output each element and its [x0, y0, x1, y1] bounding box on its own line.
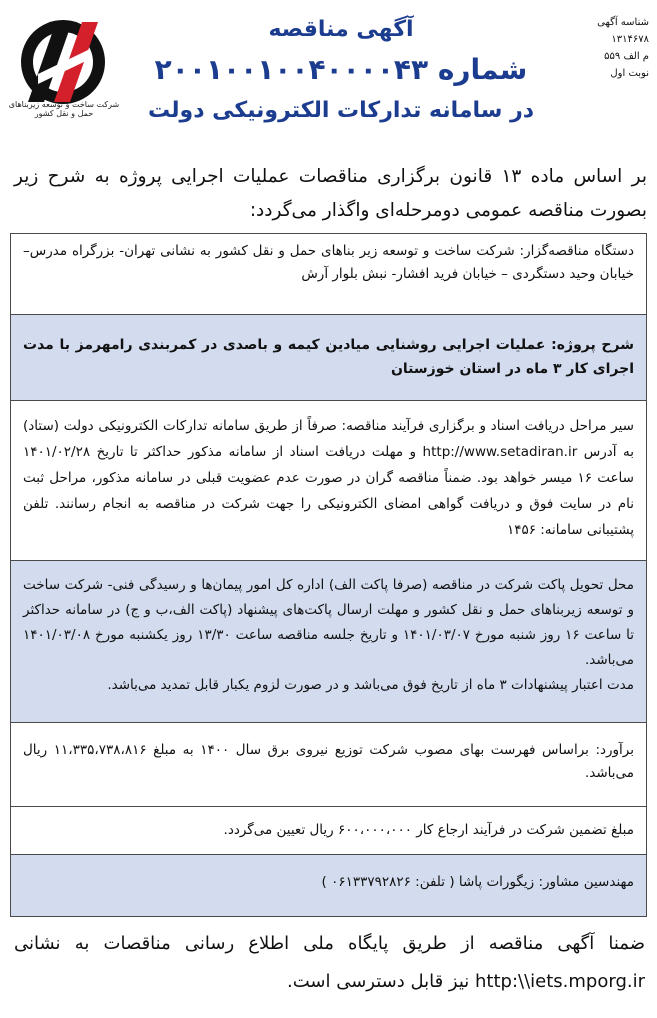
notice-sections [10, 233, 647, 917]
logo-icon [8, 14, 118, 114]
section-consultant [10, 855, 647, 917]
intro-paragraph: بر اساس ماده ۱۳ قانون برگزاری مناقصات عملیات اجرایی پروژه به شرح زیر بصورت مناقصه عمومی دومرحله‌ای واگذار می‌گردد: [14, 166, 647, 221]
logo-caption: شرکت ساخت و توسعه زیربناهای حمل و نقل کشور [8, 100, 120, 118]
iets-link[interactable]: http:\\iets.mporg.ir [475, 971, 645, 992]
notice-meta [559, 14, 649, 82]
process-text-b: و مهلت دریافت اسناد از سامانه مذکور حداکثر تا تاریخ ۱۴۰۱/۰۲/۲۸ ساعت ۱۶ میسر خواهد بود. ضمناً مناقصه گران در صورت عدم عضویت قبلی در سامانه مذکور، مراحل ثبت نام در سایت فوق و دریافت گواهی امضای الکترونیکی را جهت شرکت در مناقصه به انجام رسانند. تلفن پشتیبانی سامانه: ۱۴۵۶ [23, 444, 634, 538]
notice-id: شناسه آگهی ۱۳۱۴۶۷۸ [597, 17, 649, 45]
section-project [10, 315, 647, 401]
setad-link[interactable]: http://www.setadiran.ir [422, 444, 578, 460]
organizer-text: دستگاه مناقصه‌گزار: شرکت ساخت و توسعه زیر بناهای حمل و نقل کشور به نشانی تهران- بزرگراه مدرس– خیابان وحید دستگردی – خیابان فرید افشار- نبش بلوار آرش [23, 243, 634, 282]
section-guarantee [10, 807, 647, 855]
notice-title [125, 12, 557, 130]
section-delivery [10, 561, 647, 723]
estimate-text: برآورد: براساس فهرست بهای مصوب شرکت توزیع نیروی برق سال ۱۴۰۰ به مبلغ ۱۱،۳۳۵،۷۳۸،۸۱۶ ریال می‌باشد. [23, 742, 635, 781]
consultant-text: مهندسین مشاور: زیگورات پاشا ( تلفن: ۰۶۱۳۳۷۹۲۸۲۶ ) [321, 874, 634, 890]
section-process [10, 401, 647, 561]
title-line-1: آگهی مناقصه [268, 17, 414, 42]
footer-text-b: نیز قابل دسترسی است. [287, 971, 476, 992]
notice-code: م الف ۵۵۹ [604, 51, 649, 62]
process-text [23, 413, 634, 543]
title-line-3: در سامانه تدارکات الکترونیکی دولت [147, 98, 535, 123]
section-organizer [10, 233, 647, 315]
footer-text-a: ضمنا آگهی مناقصه از طریق پایگاه ملی اطلاع رسانی مناقصات به نشانی [14, 933, 645, 954]
notice-round: نوبت اول [610, 68, 649, 79]
delivery-text: محل تحویل پاکت شرکت در مناقصه (صرفا پاکت الف) اداره کل امور پیمان‌ها و رسیدگی فنی- شرکت ساخت و توسعه زیربناهای حمل و نقل کشور و مهلت ارسال پاکت‌های پیشنهاد (پاکت الف،ب و ج) در سامانه حداکثر تا ساعت ۱۶ روز شنبه مورخ ۱۴۰۱/۰۳/۰۷ و تاریخ جلسه مناقصه ساعت ۱۳/۳۰ روز یکشنبه مورخ ۱۴۰۱/۰۳/۰۸ می‌باشد. [23, 577, 634, 668]
validity-text: مدت اعتبار پیشنهادات ۳ ماه از تاریخ فوق می‌باشد و در صورت لزوم یکبار قابل تمدید می‌باشد. [107, 677, 634, 693]
footer-paragraph [14, 925, 645, 1001]
section-estimate [10, 723, 647, 807]
project-text: شرح پروژه: عملیات اجرایی روشنایی میادین کیمه و باصدی در کمربندی رامهرمز با مدت اجرای کار ۳ ماه در استان خوزستان [23, 337, 634, 377]
process-text-a: سیر مراحل دریافت اسناد و برگزاری فرآیند مناقصه: صرفاً از طریق سامانه تدارکات الکترونیکی دولت (ستاد) به آدرس [23, 418, 634, 460]
guarantee-text: مبلغ تضمین شرکت در فرآیند ارجاع کار ۶۰۰،۰۰۰،۰۰۰ ریال تعیین می‌گردد. [223, 822, 634, 838]
title-line-2: شماره ۲۰۰۱۰۰۱۰۰۴۰۰۰۰۴۳ [154, 53, 528, 86]
